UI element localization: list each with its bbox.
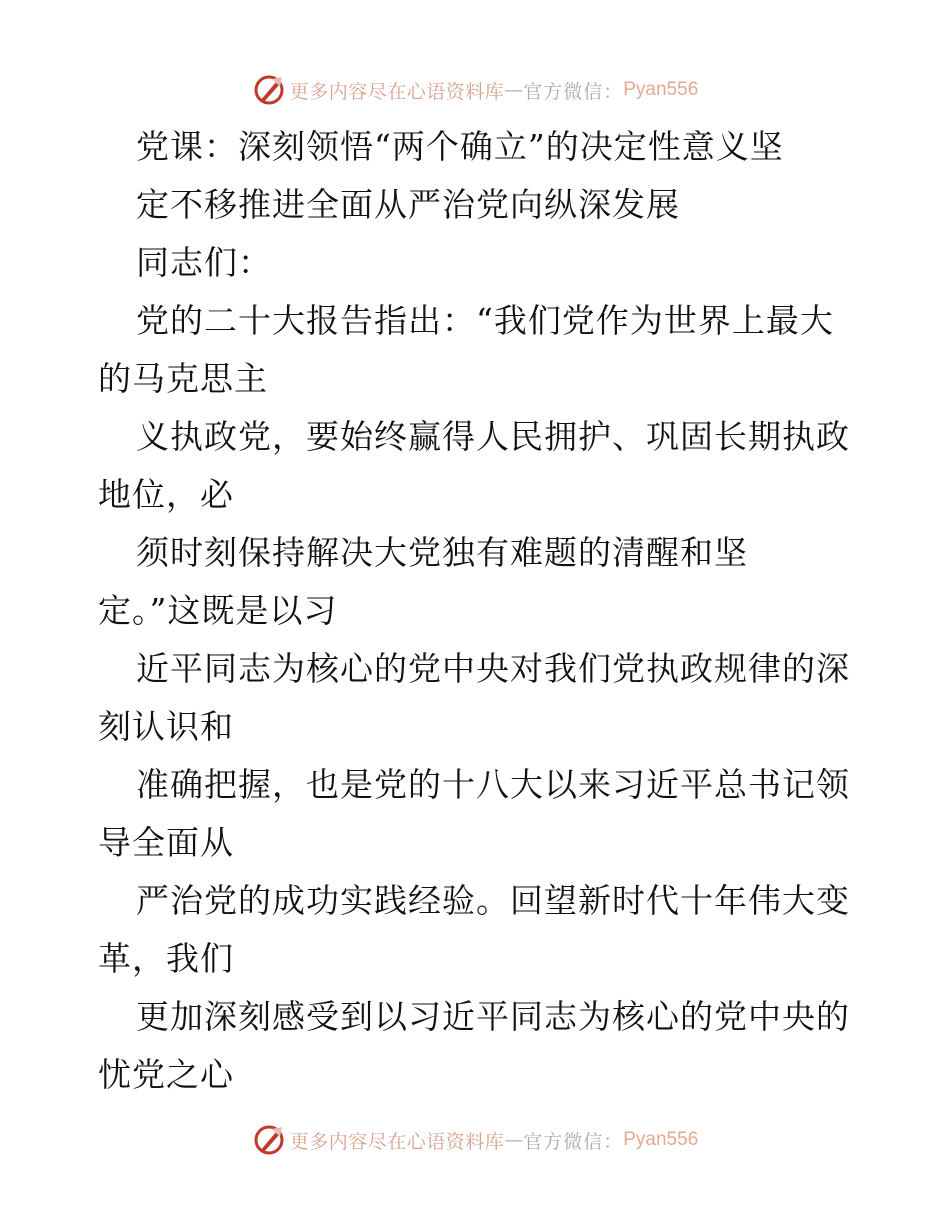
salutation: 同志们： [136, 243, 272, 282]
watermark-wechat-id: Pyan556 [623, 79, 699, 100]
footer-watermark-banner [0, 1120, 950, 1160]
watermark-label: 官方微信： [523, 80, 624, 103]
document-body [98, 118, 858, 1104]
paragraph-line: 革，我们 [98, 939, 234, 978]
paragraph-line: 须时刻保持解决大党独有难题的清醒和坚 [136, 533, 748, 572]
watermark-dash: — [504, 79, 524, 101]
quill-pen-logo-icon [252, 73, 286, 107]
paragraph-line: 更加深刻感受到以习近平同志为核心的党中央的 [136, 997, 850, 1036]
paragraph-line: 定。”这既是以习 [98, 591, 338, 630]
paragraph-line: 忧党之心 [98, 1055, 234, 1094]
document-title-line-1: 党课：深刻领悟“两个确立”的决定性意义坚 [136, 127, 784, 166]
paragraph-line: 刻认识和 [98, 707, 234, 746]
header-watermark-banner [0, 70, 950, 110]
watermark-main-text: 更多内容尽在心语资料库 [289, 1130, 505, 1153]
watermark-label: 官方微信： [523, 1130, 624, 1153]
paragraph-line: 严治党的成功实践经验。回望新时代十年伟大变 [136, 881, 850, 920]
paragraph-line: 导全面从 [98, 823, 234, 862]
document-title-line-2: 定不移推进全面从严治党向纵深发展 [136, 185, 680, 224]
watermark-wechat-id: Pyan556 [623, 1129, 699, 1150]
watermark-dash: — [504, 1129, 524, 1151]
paragraph-line: 党的二十大报告指出：“我们党作为世界上最大 [136, 301, 834, 340]
paragraph-line: 地位，必 [98, 475, 234, 514]
paragraph-line: 义执政党，要始终赢得人民拥护、巩固长期执政 [136, 417, 850, 456]
paragraph-line: 准确把握，也是党的十八大以来习近平总书记领 [136, 765, 850, 804]
quill-pen-logo-icon [252, 1123, 286, 1157]
watermark-main-text: 更多内容尽在心语资料库 [289, 80, 505, 103]
paragraph-line: 的马克思主 [98, 359, 268, 398]
paragraph-line: 近平同志为核心的党中央对我们党执政规律的深 [136, 649, 850, 688]
